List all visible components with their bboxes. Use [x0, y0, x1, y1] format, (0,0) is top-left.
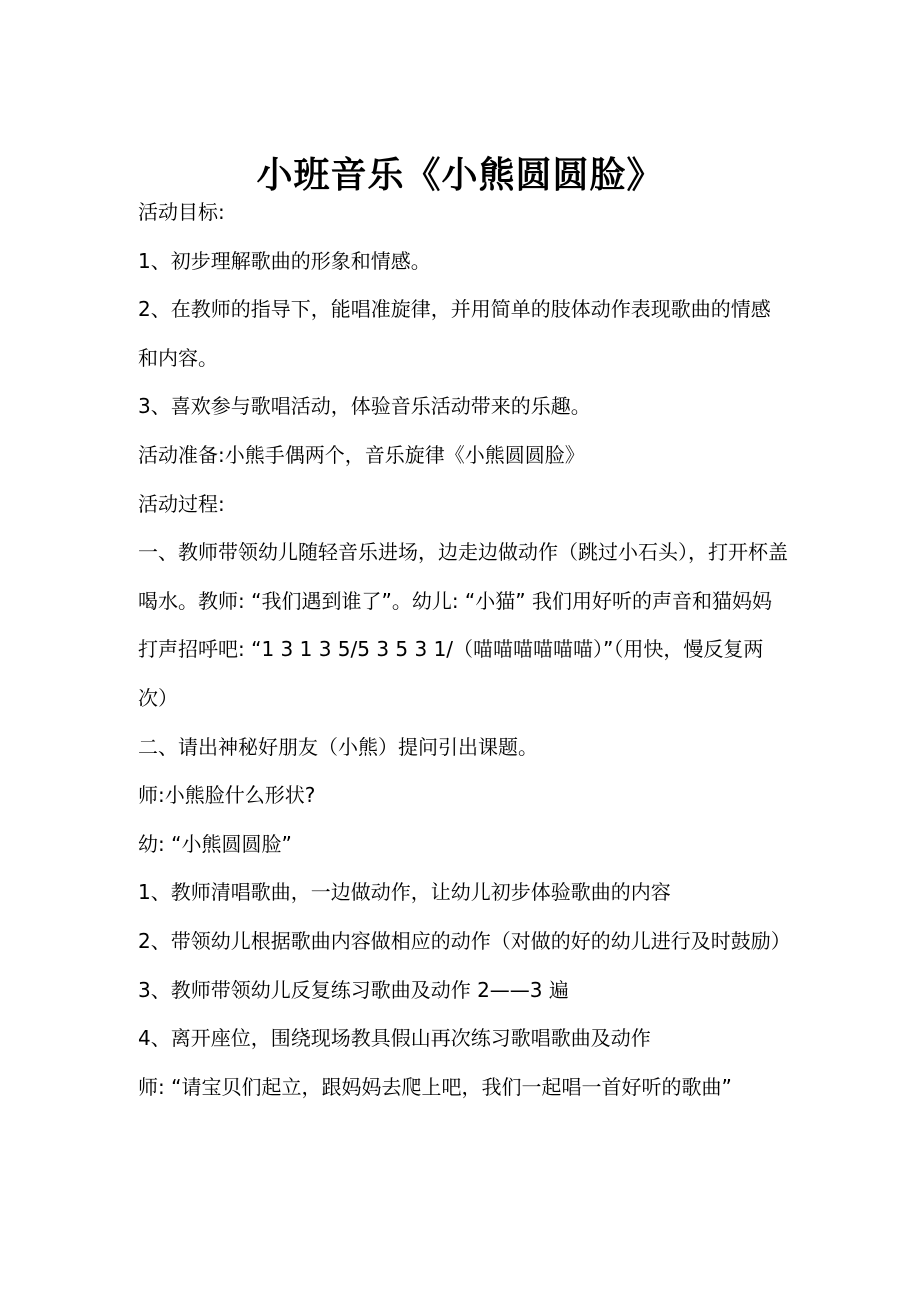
paragraph-substep-2: 2、带领幼儿根据歌曲内容做相应的动作（对做的好的幼儿进行及时鼓励） [138, 928, 791, 953]
paragraph-step-2: 二、请出神秘好朋友（小熊）提问引出课题。 [138, 734, 538, 759]
paragraph-step-1: 一、教师带领幼儿随轻音乐进场，边走边做动作（跳过小石头），打开杯盖喝水。教师: “我们遇到谁了”。幼儿: “小猫” 我们用好听的声音和猫妈妈打声招呼吧: “1 3 1 3 5/5 3 5 3 1/（喵喵喵喵喵喵）”（用快，慢反复两次） [138, 540, 788, 710]
document-body [138, 188, 791, 1111]
paragraph-substep-3: 3、教师带领幼儿反复练习歌曲及动作 2——3 遍 [138, 977, 569, 1002]
paragraph-substep-4: 4、离开座位，围绕现场教具假山再次练习歌唱歌曲及动作 [138, 1026, 651, 1051]
page-title: 小班音乐《小熊圆圆脸》 [256, 155, 664, 197]
paragraph-goals-heading: 活动目标: [138, 200, 225, 224]
paragraph-goal-3: 3、喜欢参与歌唱活动，体验音乐活动带来的乐趣。 [138, 394, 591, 419]
paragraph-goal-2: 2、在教师的指导下，能唱准旋律，并用简单的肢体动作表现歌曲的情感和内容。 [138, 297, 771, 370]
paragraph-teacher-instruction: 师: “请宝贝们起立，跟妈妈去爬上吧，我们一起唱一首好听的歌曲” [138, 1074, 732, 1099]
paragraph-child-answer: 幼: “小熊圆圆脸” [138, 831, 292, 856]
paragraph-goal-1: 1、初步理解歌曲的形象和情感。 [138, 248, 431, 273]
paragraph-teacher-question: 师:小熊脸什么形状? [138, 783, 316, 808]
paragraph-process-heading: 活动过程: [138, 491, 225, 516]
paragraph-preparation: 活动准备:小熊手偶两个，音乐旋律《小熊圆圆脸》 [138, 442, 585, 467]
paragraph-substep-1: 1、教师清唱歌曲，一边做动作，让幼儿初步体验歌曲的内容 [138, 880, 671, 905]
